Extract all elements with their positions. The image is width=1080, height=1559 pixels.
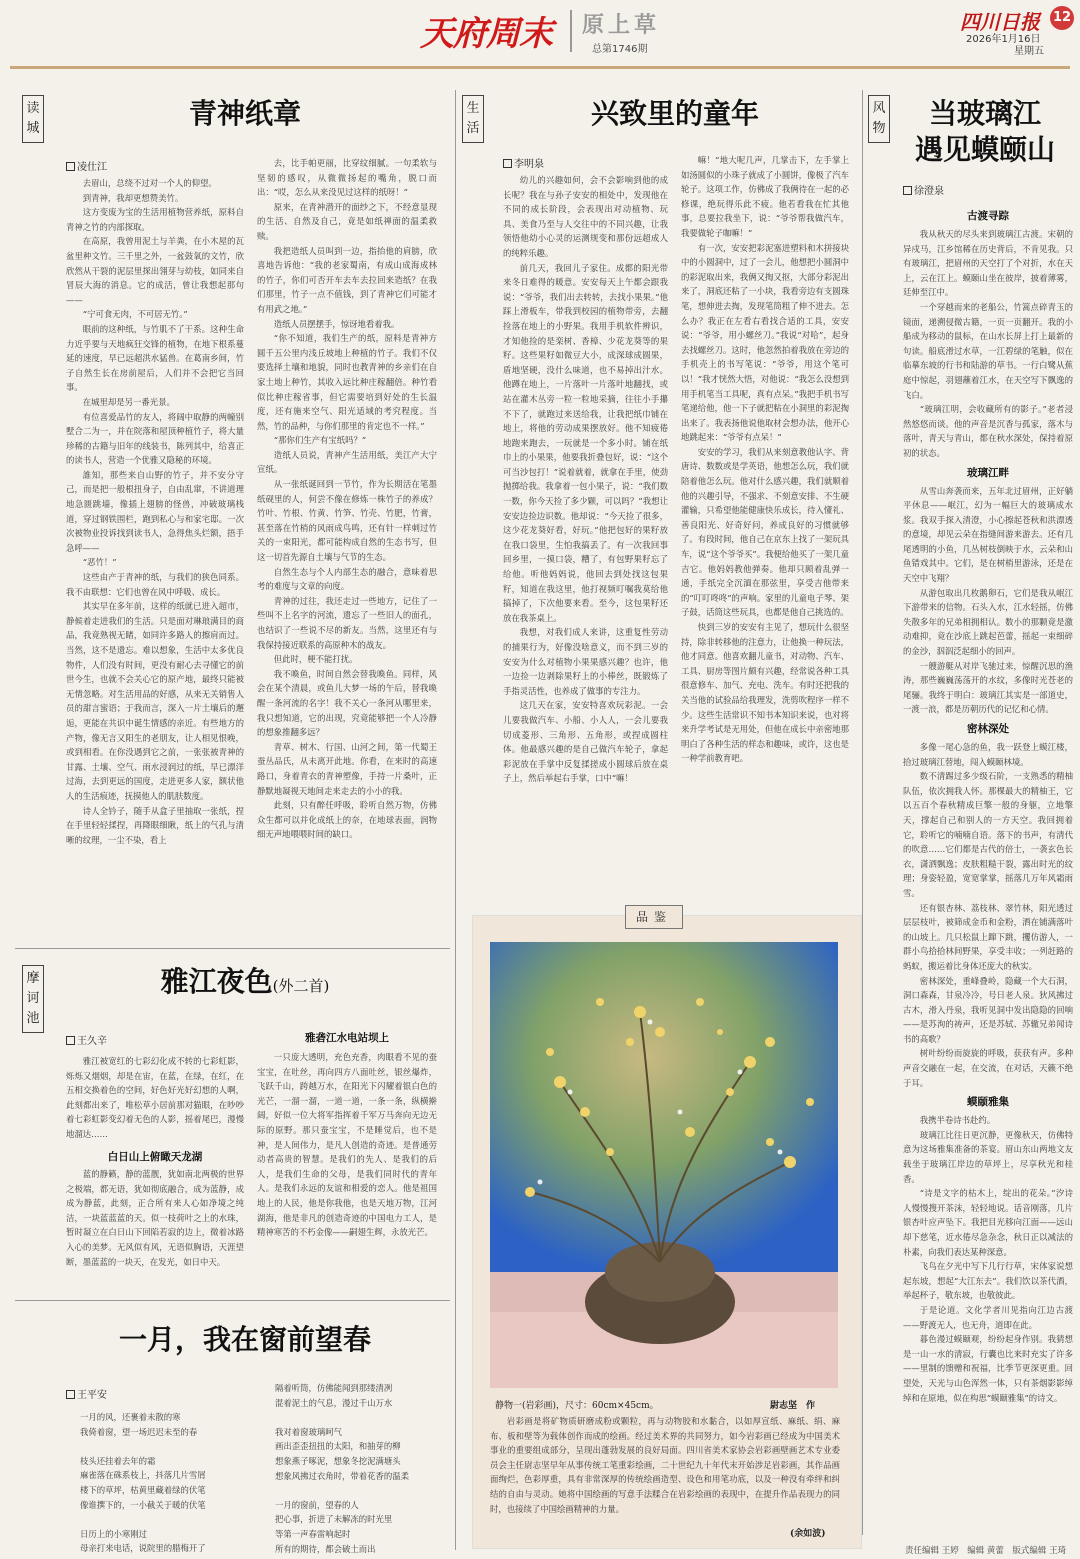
column-tag-ducheng: 读城 (22, 95, 44, 143)
paragraph: 前几天，我回儿子家住。成都的阳光带来冬日难得的暖意。安安每天上午都会跟我说：“爷爷，我们出去转转，去找小果果。”他踩上滑板车，带我到校园的植物带旁，去翻捡落在地上的小野果。我用手机软件辨识，才知他捡的是栾树、香樟、少花龙葵等的果籽。这些果籽如微豆大小，成深球成圆果，盾地坚硬，没什么味道，也不易掉出汁水。他蹲在地上，一片落叶一片落叶地翻找，或站在灌木丛旁一粒一粒地采摘，往往小手攥不下了，就跑过来送给我，让我把纸巾铺在地上，将他的劳动成果摆放好。他不知疲倦地跑来跑去，一玩就是一个多小时。铺在纸巾上的小果果，他要我折叠包好，说：“这个可当沙包打！”说着就着，就拿在手里，使劲抛掷给我。我拿着一包小果子，说：“我们数一数，你今天捡了多少颗，可以吗？”我想让安安边捡边识数。他却说：“今天捡了很多，这少花龙葵好看，好玩。”他把包好的果籽放在我口袋里，生怕我搞丢了。有一次我回事回乡里，一摸口袋，糟了，有包野果籽忘了给他。听他妈妈说，他回去到处找这包果籽，知道在我这里，他打视频叮嘱我莫给他搞掉了，下次他要来看。至今，这包果籽还放在我茶桌上。 (503, 262, 668, 623)
section-body (903, 227, 1073, 461)
poem-line: 枝头还挂着去年的霜 (80, 1455, 156, 1466)
art-commentary: 岩彩画是将矿物质研磨成粉或颗粒，再与动物胶和水黏合，以如厚宣纸、麻纸、绢、麻布、板和壁等为载体创作而成的绘画。经过美术界的共同努力，如今岩彩画已经成为中国美术事业的重要组成部分，呈现出蓬勃发展的良好局面。四川省美术家协会岩彩画壁画艺术专业委员会主任尉志坚早年从事传统工笔重彩绘画，二十世纪九十年代末开始涉足岩彩画，其作品画面绚烂，色彩厚重，具有非常深厚的传统绘画造型、设色和用笔功底，以及一种没有牵绊和纠结的自由与灵动。她将中国绘画的写意手法糅合在岩彩绘画的表现中，在提升作品表现力的同时，也接续了中国绘画精神的力量。 (490, 1416, 840, 1514)
author-xingzhili: 李明泉 (503, 155, 544, 170)
poem-line: 像谁撰下的，一小截关于暖的伏笔 (80, 1499, 206, 1510)
poem-line: 母亲打来电话，说院里的腊梅开了 (80, 1543, 206, 1554)
article-body-qingshen-col1 (66, 176, 244, 940)
painting-caption: 静物一(岩彩画)，尺寸：60cm×45cm。 (495, 1401, 659, 1411)
poem-line: 楼下的草坪，枯黄里藏着绿的伏笔 (80, 1484, 206, 1495)
author-yajiang: 王久辛 (66, 1032, 107, 1047)
section-body (903, 740, 1073, 1090)
paragraph: 快到三岁的安安有主见了，想玩什么很坚持，除非转移他的注意力，让他换一种玩法，他才同意。他喜欢翻儿童书，对动物、汽车、工具、厨房等图片颇有兴趣，经常说各种工具很意修车、加气、充电、洗车。有时还把我的关当他的试验品给我理发，洗剪吹程序一样不少。这些生活常识不知书本知识来说，也对将来升学考试是无用处，但他在成长中亲密地那明白了各种生活的样态和趣味，或许，这也是一种学前教育吧。 (681, 622, 849, 764)
paragraph: 这方变废为宝的生活用植物营养纸，原料自青神之竹的内部探取。 (66, 207, 244, 232)
paragraph: 其实早在多年前，这样的纸就已进入超市，静候着走进我们的生活。只是面对琳琅满目的商品，我竟熟视无睹，如同许多路人的擦肩而过。当然，这不是遗忘。难以想象，生活中太多优良物件，人们没有时间，更没有耐心去寻懂它的前世今生，也就不会关心它的原产地，最终只能被无情忽略。对生活用品的好感，从来无关销售人员的甜言蜜语；于我而言，深入一片土壤后的邂逅，更能在共识中诞生情感的亲近。有些地方的产物，像无言又阳生的老朋友，让人相见恨晚，或到相看。在你没遇到它之前，一张张被青神的甘露、土壤、空气、雨水浸润过的纸，早已漂洋过海，去到更远的国度，走进更多人家，额状他人的生活痕迹，抚摸他人的肌肤数度。 (66, 601, 244, 801)
paragraph: “诗是文字的枯木上，绽出的花朵。”汐诗人慢慢搜开茶沫，轻轻地说。话音刚落，几片银杏叶应声坠下。我把目光移向江面——远山却下慈笔，近水倦尽急杂念，秋日正以减法的朴素，向我们表达某种深意。 (903, 1188, 1073, 1257)
article-title-qingshen: 青神纸章 (188, 97, 301, 130)
poem-yiyue-col1 (80, 1410, 250, 1555)
paragraph: 去眉山，总绕不过对一个人的仰望。 (82, 178, 217, 188)
paragraph: 暮色漫过蟆颐观，纷纷起身作别。我猜想是一山一水的清寂，行囊也比来时充实了许多——里制的馈赠和祝福，比季节更深更重。回望处，天光与山色浑然一体，只有茶烟影影绰绰和在原地，似在构思“蟆颐雅集”的诗文。 (903, 1334, 1073, 1403)
section-heading: 玻璃江畔 (967, 466, 1009, 479)
poem-line: 把心事，折进了未解冻的时光里 (275, 1514, 393, 1525)
paragraph: 还有银杏林、荔枝林、翠竹林，阳光透过层层枝叶，被筛成金币和金粉，洒在铺满落叶的山坡上。几只松鼠上蹿下跳，攫仿游人，一群小鸟拾拾林间野果，享受丰收；一列赶路的蚂蚁，搬运着比身体还庞大的秋实。 (903, 902, 1073, 971)
poem-subtitle-tianlonghu: 白日山上俯瞰天龙湖 (107, 1151, 203, 1163)
paper-name: 四川日报 (960, 10, 1040, 34)
column-divider (862, 90, 863, 1535)
paragraph: 嘛！”地大呢几声，几掌击下，左手掌上如汤圆似的小珠子就成了小圆饼，像极了汽车轮子。这项工作，仿佛成了我俩待在一起的必修课，绝玩得乐此不疲。他若看我在忙其他事，总要拉我坐下，说：“爷爷帮我做汽车，我要做轮子咖嘛！” (681, 155, 849, 238)
paragraph: 造纸人员摆摆手，惊讶地看着我。 (273, 318, 400, 329)
paragraph: 我从秋天的尽头来到玻璃江古渡。宋朝的异戍马，江乡馆稀在历史背后，不肯见我。只有玻璃江，把眉州的天空打了个对折，水在天上，云在江上。蟆颐山坐在彼岸，披着薄雾，廷伸至江中。 (903, 229, 1073, 298)
poem-line: 麻雀落在硃系枝上，抖落几片雪屑 (80, 1470, 206, 1481)
paragraph: “玻璃江明，会收藏所有的影子。”老者浸然悠悠而谈。他的声音是沉香与孤家，落木与落叶，青天与青山，都在秋水深处，保持着原初的状态。 (903, 404, 1073, 458)
painting-artist: 尉志坚 作 (770, 1401, 816, 1411)
header-rule (10, 66, 1070, 69)
paragraph: 造纸人员说，青神产生活用纸，美江产大宁宣纸。 (257, 449, 437, 475)
article-body-qingshen-col2 (257, 156, 437, 940)
paragraph: 数不清踢过多少级石阶，一支熟悉的精柚队伍，依次拥我人怀。那棵最大的精柚王，它以五百个春秋精成巨擎一般的身躯，立地擎天，撑起自己和别人的一方天空。我回拥着它，聆听它的喃喃自语。落下的书声，有清代的吹意……它们都是古代的倍士，一袭玄色长衣，潇洒飘逸；皮肤粗糙干裂，露出时光的纹理；身姿轻盈，宽宽掌掌，摇落几万年风霜雨雪。 (903, 771, 1073, 898)
poem-tianlonghu: 蓝的静籁，静的蓝靓，犹如南北两极的世界之极端，都无语，犹如彻底融合，成为蓝静，成成为静蓝，此刻，正合所有来人心如净境之纯洁，一块蓝蓝蓝的天。似一枝荷叶之上的水珠，暂时凝立在白日山下回陷若寂的边上，微着冰路入心的美梦。无风似有风，无语似胸语，天涯望断，墨蓝蓝的一块天，在发光，如日中天。 (66, 1169, 244, 1267)
section-body (903, 1113, 1073, 1405)
poem-line (275, 1483, 445, 1498)
paragraph: 原来，在青神潜开的面纱之下，不经意显现的生活、自然及自己，竟是如纸禅面的温柔救赎。 (257, 201, 437, 241)
article-title-boli-line2: 遇见蟆颐山 (914, 133, 1055, 166)
paragraph: 玻璃江比往日更沉静，更像秋天，仿佛特意为这场雅集准备的茶宴。眉山东山两地文友载坐于玻璃江岸边的草坪上，尽享秋光和桂香。 (903, 1129, 1073, 1184)
paragraph: 到青神，我却更想赞美竹。 (82, 192, 184, 203)
paragraph: 有一次，安安把彩泥塞进塑料和木拼接块中的小圆洞中，过了一会儿，他想把小圆洞中的彩泥取出来，我俩又掏又抠，大部分彩泥出来了，洞底还粘了一小块，我看旁边有支圆珠笔，想伸进去掏，发现笔筒粗了伸不进去。怎么办？我正在左看右看找合适的工具，安安说：“爷爷，用小螺丝刀。”我说“对哈”，起身去找螺丝刀。这时，他忽然拍着我放在旁边的手机壳上的书写笔说：“爷爷，用这个笔可以！”我才恍然大悟，对他说：“我怎么没想到用手机笔当工具呢，真有点呆。”我把手机书写笔递给他，他一下子就把粘在小洞里的彩泥掏出来了。我表扬他说他取材会想办法，他开心地跳起来：“爷爷有点呆！” (681, 242, 849, 443)
paragraph: 从雪山奔袭而来，五年北过眉州，正好躺平休息——岷江，幻为一幅巨大的玻璃成水浆。我双手探入清澄，小心擦起苍秋和洪漂透的意境，却见云朵在指缝间游来游去。还有几尾透明的小鱼，几丛树枝倒映于水，云朵和山鱼错戏其中。它们，是在树梢里游泳，还是在天空中飞翔？ (903, 485, 1073, 584)
paragraph: 誰知，那些来自山野的竹子，并不安分守己，而是把一般根扭身子，自由乱窜，不讲道理地急匮跳墙，像插上翅膀的怪兽，冲破玻璃栈道，穿过钢铁围栏，跑到私心与和家宅邸。一次次被物业投诉找到读书人，急得焦头烂额，捂手急呼—— (66, 469, 244, 553)
paragraph: 我想，对我们成人来讲，这重复性劳动的捕果行为，好像没啥意义，而不到三岁的安安为什么对植物小果果感兴趣？也许，他一边捡一边剥除果籽上的小棒丝，既锻炼了手指灵活性，也养成了做事的专注力。 (503, 627, 668, 696)
article-title-yajiang: 雅江夜色 (160, 965, 273, 998)
paragraph: 一艘游艇从对岸飞驰过来，惊醒沉思的渔涛，那些巍巍荡荡开的水纹，多像时光苍老的尾骊。我终于明白：玻璃江其实是一部道史，一渡一浪，都是历朝历代的记忆和心情。 (903, 660, 1073, 715)
paragraph: 树叶纷纷而旋旋的呼吸，获获有声。多种声音交融在一起，在交流，在对话，天籁不绝于耳。 (903, 1048, 1073, 1088)
paragraph: 我把造纸人员叫到一边，指抬他的肩膀，欣喜地告诉他：“我的老家蜀南，有成山成海成林的竹子，你们可否开车去车去拉回来造纸？在我们那里，竹子一点不值钱，到了青神它们可能才有用武之地。” (257, 245, 437, 314)
paragraph: 青神的过往，我还走过一些地方，记住了一些叫不上名字的河流，遗忘了一些旧人的面孔，也结识了一些说不尽的新友。当然，这里还有与我保持接近联系的高原种木的战友。 (257, 595, 437, 650)
article-title-suffix: (外二首) (272, 977, 330, 995)
column-tag-mohechi: 摩诃池 (22, 965, 44, 1033)
poem-line (275, 1410, 445, 1425)
painting-still-life-illustration (490, 942, 838, 1388)
page-number-badge: 12 (1050, 6, 1074, 30)
column-tag-fengwu: 风物 (868, 95, 890, 143)
author-qingshen: 凌仕江 (66, 158, 107, 173)
poem-yiyue-col2 (275, 1381, 445, 1555)
paragraph: 青草、树木、行国、山河之间，第一代蜀王蚕丛品氏，从未离开此地。你看，在来时的高速路口，身着青衣的青神塑像，手持一片桑叶，正静默地凝视天地间走来走去的小小的我。 (257, 741, 437, 796)
poem-line: 隔着听筒，仿佛能闻到那缕清冽 (275, 1383, 393, 1393)
date: 2026年1月16日 (966, 34, 1041, 45)
article-body-xingzhili-col2 (681, 153, 849, 893)
paragraph: 多像一尾心急的鱼，我一跃登上蟆江楼，拾过玻璃江替地，闯入蟆颐林境。 (903, 742, 1073, 767)
paragraph: 此刻，只有醉任呼吸，聆听自然万物，仿佛众生都可以并化成纸上的奈，在地球表面，润物细无声地喂喂时间的缺口。 (257, 800, 437, 840)
poem-line: 画出歪歪扭扭的太阳，和抽芽的柳 (275, 1441, 401, 1452)
paragraph: 但此时，梗不能打扰。 (273, 654, 358, 665)
poem-line: 我对着窗玻璃呵气 (275, 1426, 342, 1437)
poem-yalongjiang: 一只庞大透明，充色充香，肉眼看不见的蚕宝宝，在吐丝，再向四方八面吐丝，银丝爆炸，飞跃千山，跨越万水，在阳光下闪耀着银白色的光芒，一溜一溜，一道一道，一条一条，纵横擀阔，好似一位大将军指挥着千军万马奔向无边无际的原野。那只蚕宝宝，不是睡觉后，也不是神，是人间伟力，是凡人创造的奇迹。是普通劳动者高贵的智慧。是我们的先人、是我们的后人，是我们生命的父母，是我们同时代的青年人。是我们永远的友谊和相爱的恋人。他是祖国地上的人民，他是你我他，也是天地万物，江河湖海，他是非凡的创造奇迹的中国电力工人，是精神寒苦的不朽金像——嗣翅生辉，永放光芒。 (257, 1052, 437, 1238)
art-commentary-author: (余如波) (790, 1529, 826, 1539)
poem-line (80, 1512, 250, 1527)
editor-credits: 责任编辑 王婷 编辑 黄蕾 版式编辑 王琦 (905, 1546, 1067, 1556)
masthead-divider (570, 10, 572, 52)
poem-line: 想象燕子啄泥，想象冬挖泥满塘头 (275, 1455, 401, 1466)
article-title-xingzhili: 兴致里的童年 (590, 97, 759, 130)
paragraph: “那你们生产有宝纸吗？” (273, 435, 367, 446)
column-divider (455, 90, 456, 1550)
paragraph: “你不知道，我们生产的纸，原料是青神方圆千五公里内浅丘坡地上种植的竹子。我们不仅要选择土壤和地貌，同时也教青神的乡亲们在自家土地上种竹，其收入远比种庄稼翻倍。种竹看似比种庄稼省事，但它需要培到好处的生长温度，还有施来空气、阳光适域的考究程度。当然，竹的品种，与你们那里的肯定也不一样。” (257, 333, 437, 431)
poem-line: 等第一声春雷响起时 (275, 1528, 351, 1539)
paragraph: 密林深处，重峰叠岭，隐藏一个大石洞，洞口森森，甘泉冷冷，号日老人泉。狄风拂过古木，滑入丹泉，我听见洞中发出隐隐的回响——是苏洵的祷声，还是苏轼、苏辙兄弟闻诗书的高歌？ (903, 975, 1073, 1044)
poem-line: 所有的期待，都会破土而出 (275, 1543, 376, 1554)
poem-line: 想象风拂过衣角时，带着花香的温柔 (275, 1470, 409, 1481)
poem-yajiang-intro: 雅江被宽红的七彩幻化成不转的七彩虹影，烁烁又烟烟，却是在宙，在蓝，在绿，在红，在五相交换着色的空间，好色好光好幻想的人啊，此刻都出来了，唯松草小居前那对猫眼，在吵吵着七彩虹影变幻着无色的人影，摇着尾巴，漫慢地溜达…… (66, 1056, 244, 1139)
poem-line: 日历上的小寒刚过 (80, 1528, 147, 1539)
poem-line (80, 1439, 250, 1454)
paragraph: “宁可食无肉，不可居无竹。” (82, 309, 188, 320)
author-yiyue: 王平安 (66, 1386, 107, 1401)
paragraph: 安安的学习，我们从来刻意教他认字、背唐诗、数数或是学英语，他想怎么玩，我们就陪着他怎么玩。他对什么感兴趣，我们就顺着他的兴趣引导，不强求、不刻意安排、不生硬灌输，只希望他能健康快乐成长，待入懂礼、善良阳光、好奇好问，养成良好的习惯就够了。有段时间，他自己在京东上找了一架玩具车，说“这个爷爷买”。我便给他买了一架几童吉它。他妈妈教他弹奏。他却只顾着乱弹一通，手纸完全沉湎在那弦里，享受吉他带来的“叮叮咚咚”的声响。家里的儿童电子琴、架子鼓，话筒这些玩具，也都是他自己挑选的。 (681, 446, 849, 618)
paragraph: “恶竹！” (82, 557, 117, 568)
paragraph: 于是论道。文化学者川见指向江边古渡——野渡无人，也无舟，道即在此。 (903, 1304, 1073, 1330)
paragraph: 眼前的这种纸，与竹肌不了干系。这种生命力近乎要与天地疯狂交锋的植物，在地下根系蔓延的速度，早已远超洪水猛兽。在葛南乡间，竹子自然生长在房前屋后，人们并不会把它当回事。 (66, 323, 244, 393)
section-rule (15, 1300, 450, 1301)
painting-still-life (490, 942, 838, 1388)
article-title-yiyue: 一月，我在窗前望春 (118, 1323, 371, 1356)
author-boli: 徐澄泉 (903, 182, 944, 197)
issue-number: 总第1746期 (592, 44, 648, 55)
section-body (903, 484, 1073, 718)
poem-line: 我倚着窗，望一场迟迟未至的春 (80, 1426, 198, 1437)
weekday: 星期五 (1014, 46, 1044, 57)
column-tag-shenghuo: 生活 (462, 95, 484, 143)
paragraph: 诗人全钤子，随手从盒子里抽取一张纸，捏在手里轻轻揉捏，再降眼细瞅，纸上的气孔与清晰的纹理，一尘不染，看上 (66, 805, 244, 845)
paragraph: 在高原，我曾用泥土与羊粪，在小木屋的瓦盆里种文竹。三千里之外，一盆鼓氧的文竹，欣欣然从干裂的泥层里探出翎芽与幼枝，如同来自冒辰大海的消息。它的成活，曾让我想起那句—— (66, 236, 244, 305)
section-heading: 古渡寻踪 (967, 210, 1009, 222)
section-heading: 蟆颐雅集 (967, 1096, 1009, 1109)
paragraph: 这些由产于青神的纸，与我们的狭色同系。我不由联想：它们也曾在风中呼吸、成长。 (66, 572, 244, 597)
paragraph: 有位喜爱品竹的友人，将阔中取静的两幢别墅合二为一，并在院落和屋顶种植竹子，将大量珍稀的古籍与旧年的线装书，陈列其中，给喜正的读书人，营造一个优雅又隐秘的环境。 (66, 411, 244, 466)
paragraph: 从游包取出几枚鹅卵石，它们是我从岷江下游带来的信物。石头入水，江水轻摇，仿佛失散多年的兄弟相拥相认。数小的那颗竟是激动难抑，竟在沙底上跳起芭蕾，摇起一束细碎的金沙，泅泅泛起细小的回声。 (903, 587, 1073, 657)
paragraph: 去，比手帕更丽，比穿纹细腻。一句柔软与坚韧的感叹，从微微扬起的嘴角，脱口而出：“哎，怎么从来没见过这样的纸呀！” (257, 158, 437, 198)
paragraph: 在城里却是另一番光景。 (82, 396, 175, 407)
poem-subtitle-yalongjiang: 雅砻江水电站坝上 (305, 1032, 389, 1044)
section-heading: 密林深处 (967, 723, 1009, 735)
section-name: 原上草 (582, 12, 661, 38)
poem-line: 混着泥土的气息，漫过千山万水 (275, 1397, 393, 1408)
paragraph: 这几天在家，安安特喜欢玩彩泥。一会儿要我做汽车、小船、小人人，一会儿要我切成菱形、三角形、五角形，或捏成圆柱体。他最感兴趣的是自己做汽车轮子，拿起彩泥放在手掌中反复揉搓成小圆球后放在桌子上，然后举起右手掌，口中“嘛！ (503, 700, 668, 784)
paragraph: 我不喚鱼，时间自然会替我喚鱼。同样，风会在某个清晨，或鱼儿大梦一场的午后，替我喚醒一条河流的名字！我不关心一条河从哪里来，我只想知道，它的出现，究竟能够把一个人冷静的想象推翻多远？ (257, 668, 437, 738)
section-rule (15, 948, 450, 949)
article-body-xingzhili-col1 (503, 173, 668, 893)
poem-line: 一月的风，还裹着未散的寒 (80, 1412, 181, 1422)
paragraph: 自然生态与个人内部生态的融合，意味着思考的难度与文章的向度。 (257, 566, 437, 592)
paragraph: 从一张纸诞回到一节竹，作为长期活在笔墨纸砚里的人，何尝不像在修炼一株竹子的养成？竹叶、竹根、竹黄、竹笋、竹壳、竹肥，竹膏，甚至落在竹梢的风雨成鸟鸣，还有针一样刺过竹关的一束阳光，都可能构成自然的生态书写，但这一切首先源自土壤与气节的生态。 (257, 479, 437, 563)
masthead: 天府周末 (420, 14, 552, 54)
paragraph: 一个穿越而来的老船公，竹篙点碎青玉的镜面，递溯侵微古籍，一页一页翻开。我的小船成为移动的鼠标，在山水长屏上打上最新的句读。船底滑过水草，一江碧绿的笔触，似在临摹东坡的行书和陆游的草书。一行白鹭从蕉庭中惊起，羽翅蘸着江水，在天空写下飘逸的飞白。 (903, 301, 1073, 400)
paragraph: 飞鸟在夕光中写下几行行草，宋体家说想起东坡，想起“大江东去”。我们饮以茶代酒，举起杯子，敬东坡，也敬彼此。 (903, 1261, 1073, 1301)
paragraph: 幼儿的兴趣如何，会不会影响到他的成长呢？我在与孙子安安的相处中，发现他在不同的成长阶段，会表现出对动植物、玩具、美食乃至与人交往中的不同兴趣，让我领悟他幼小心灵的运测规变和那份远超成人的纯粹乐趣。 (503, 175, 668, 258)
column-tag-pinjian: 品鉴 (625, 905, 683, 929)
article-body-boli (903, 204, 1073, 1534)
article-title-boli-line1: 当玻璃江 (928, 97, 1041, 130)
poem-line: 一月的窗前，望春的人 (275, 1499, 359, 1510)
paragraph: 我携半卷诗书赴约。 (919, 1115, 996, 1126)
